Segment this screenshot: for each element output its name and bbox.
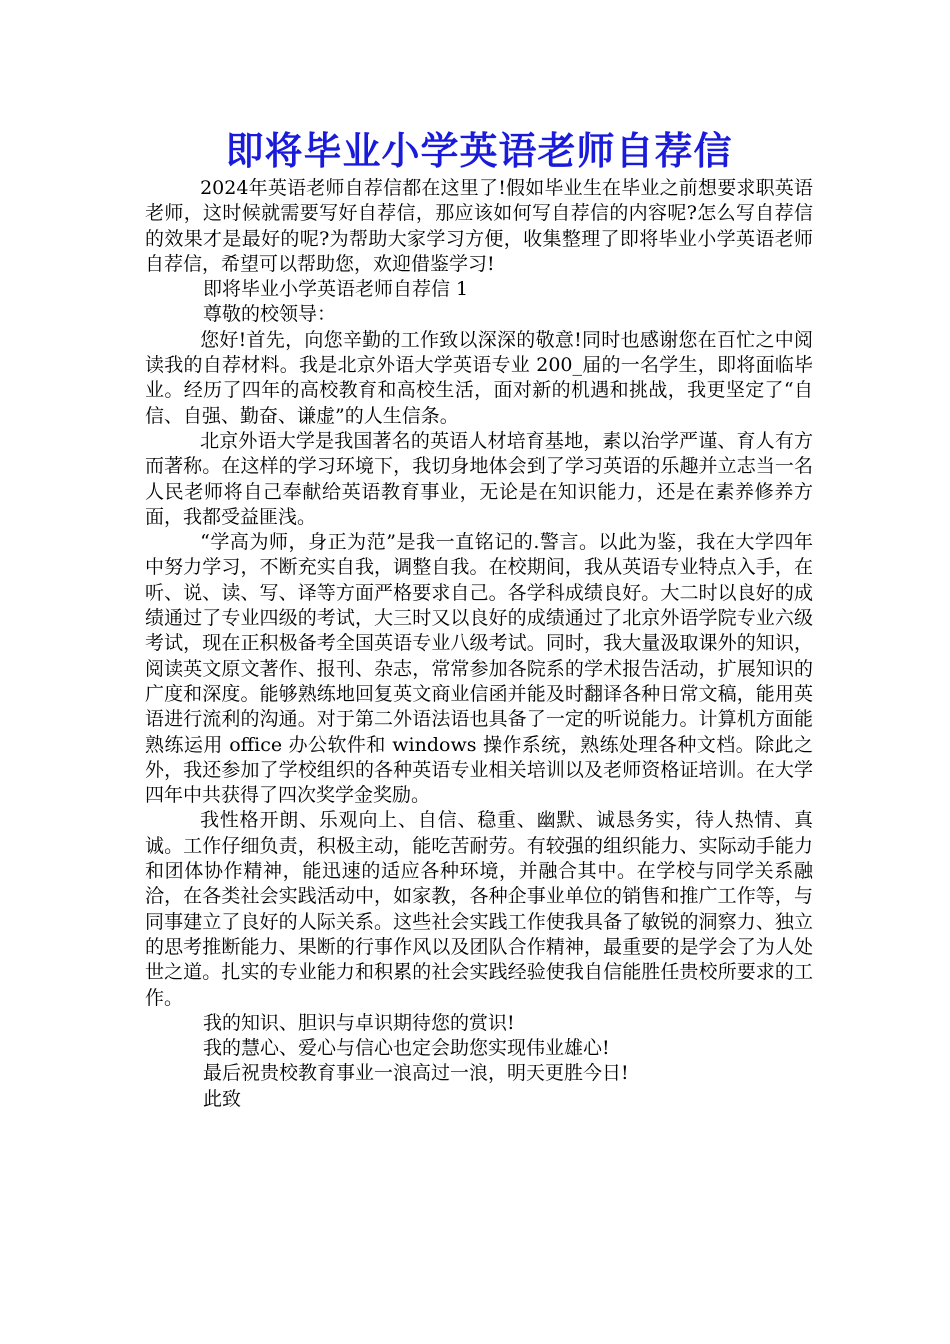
- closing-line-1: 我的知识、胆识与卓识期待您的赏识!: [203, 1011, 515, 1034]
- body-paragraph-3: “学高为师，身正为范”是我一直铭记的.警言。以此为鉴，我在大学四年中努力学习，不断充实自我，调整自我。在校期间，我从英语专业特点入手，在听、说、读、写、译等方面严格要求自己。各学科成绩良好。大二时以良好的成绩通过了专业四级的考试，大三时又以良好的成绩通过了北京外语学院专业六级考试，现在正积极备考全国英语专业八级考试。同时，我大量汲取课外的知识，阅读英文原文著作、报刊、杂志，常常参加各院系的学术报告活动，扩展知识的广度和深度。能够熟练地回复英文商业信函并能及时翻译各种日常文稿，能用英语进行流利的沟通。对于第二外语法语也具备了一定的听说能力。计算机方面能熟练运用 office 办公软件和 windows 操作系统，熟练处理各种文档。除此之外，我还参加了学校组织的各种英语专业相关培训以及老师资格证培训。在大学四年中共获得了四次奖学金奖励。: [145, 531, 813, 807]
- closing-line-4: 此致: [203, 1087, 242, 1110]
- intro-paragraph: 2024年英语老师自荐信都在这里了!假如毕业生在毕业之前想要求职英语老师，这时候就需要写好自荐信，那应该如何写自荐信的内容呢?怎么写自荐信的效果才是最好的呢?为帮助大家学习方便，收集整理了即将毕业小学英语老师自荐信，希望可以帮助您，欢迎借鉴学习!: [145, 177, 813, 275]
- closing-line-3: 最后祝贵校教育事业一浪高过一浪，明天更胜今日!: [203, 1062, 629, 1085]
- salutation: 尊敬的校领导：: [203, 303, 337, 326]
- document-page: [145, 128, 813, 1112]
- body-paragraph-4: 我性格开朗、乐观向上、自信、稳重、幽默、诚恳务实，待人热情、真诚。工作仔细负责，积极主动，能吃苦耐劳。有较强的组织能力、实际动手能力和团体协作精神，能迅速的适应各种环境，并融合其中。在学校与同学关系融洽，在各类社会实践活动中，如家教，各种企事业单位的销售和推广工作等，与同事建立了良好的人际关系。这些社会实践工作使我具备了敏锐的洞察力、独立的思考推断能力、果断的行事作风以及团队合作精神，最重要的是学会了为人处世之道。扎实的专业能力和积累的社会实践经验使我自信能胜任贵校所要求的工作。: [145, 809, 813, 1009]
- body-paragraph-2: 北京外语大学是我国著名的英语人材培育基地，素以治学严谨、育人有方而著称。在这样的学习环境下，我切身地体会到了学习英语的乐趣并立志当一名人民老师将自己奉献给英语教育事业，无论是在知识能力，还是在素养修养方面，我都受益匪浅。: [145, 429, 813, 528]
- document-title: 即将毕业小学英语老师自荐信: [225, 128, 733, 173]
- letter-subtitle: 即将毕业小学英语老师自荐信 1: [203, 278, 469, 301]
- body-paragraph-1: 您好!首先，向您辛勤的工作致以深深的敬意!同时也感谢您在百忙之中阅读我的自荐材料。我是北京外语大学英语专业 200_届的一名学生，即将面临毕业。经历了四年的高校教育和高校生活，面对新的机遇和挑战，我更坚定了“自信、自强、勤奋、谦虚”的人生信条。: [145, 328, 813, 427]
- closing-line-2: 我的慧心、爱心与信心也定会助您实现伟业雄心!: [203, 1037, 610, 1060]
